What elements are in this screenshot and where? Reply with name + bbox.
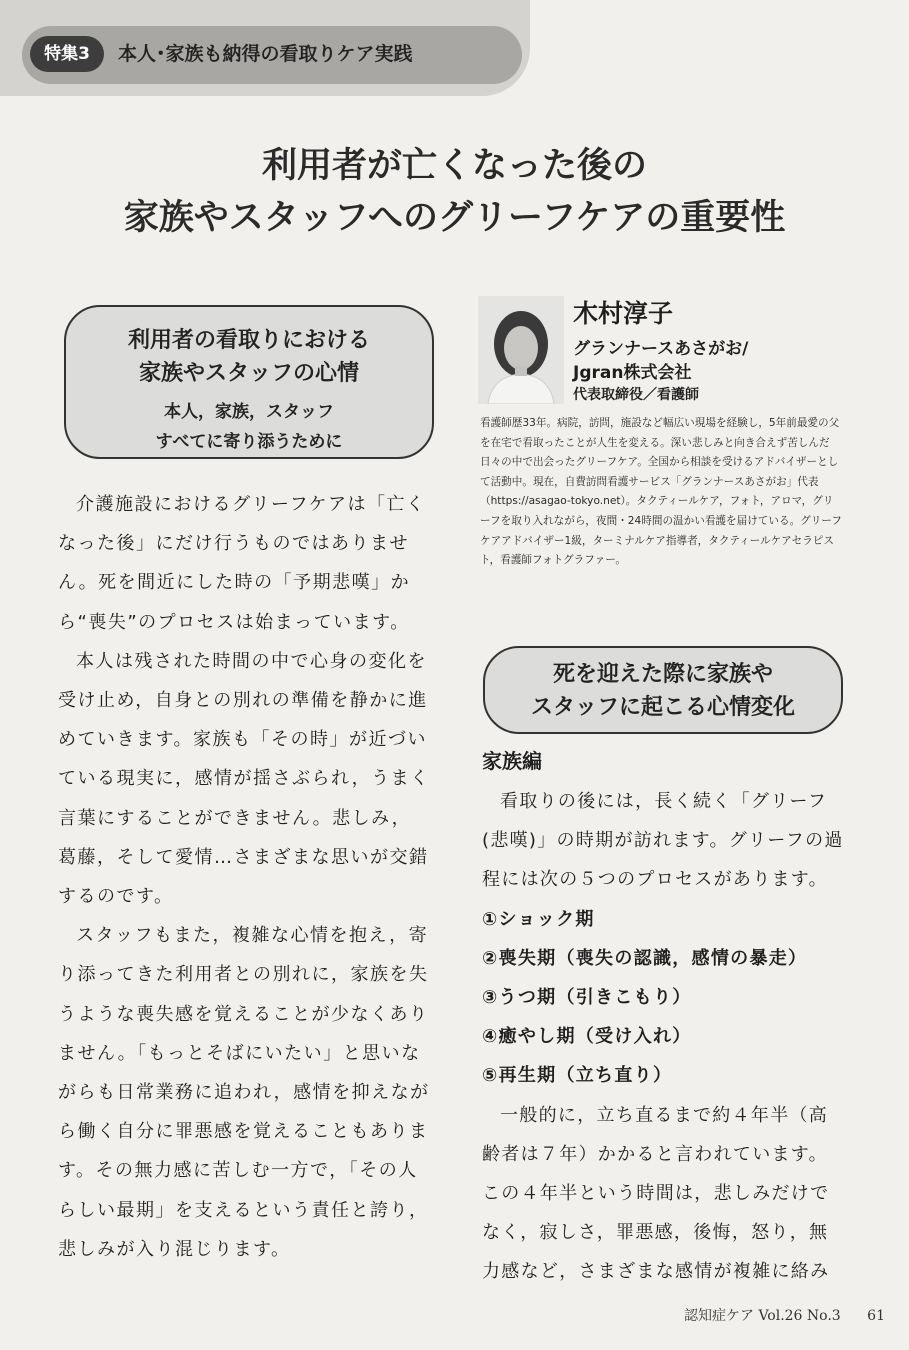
section-heading-line2: スタッフに起こる心情変化 — [530, 695, 795, 720]
author-name: 木村淳子 — [573, 299, 674, 328]
author-organization-2: Jgran株式会社 — [573, 363, 692, 383]
paragraph: 介護施設におけるグリーフケアは「亡くなった後」にだけ行うものではありません。死を間近にした時の「予期悲嘆」から“喪失”のプロセスは始まっています。 — [58, 494, 426, 633]
grief-step: ④癒やし期（受け入れ） — [482, 1026, 692, 1048]
article-title-line1: 利用者が亡くなった後の — [261, 146, 647, 186]
author-role: 代表取締役／看護師 — [573, 387, 699, 403]
paragraph: 看取りの後には，長く続く「グリーフ(悲嘆)」の時期が訪れます。グリーフの過程には次の５つのプロセスがあります。 — [482, 791, 844, 891]
magazine-name: 認知症ケア — [684, 1308, 755, 1324]
author-organization-1: グランナースあさがお/ — [573, 339, 749, 359]
author-bio: 看護師歴33年。病院，訪問，施設など幅広い現場を経験し，5年前最愛の父を在宅で看取ったことが人生を変える。深い悲しみと向き合えず苦しんだ日々の中で出会ったグリーフケア。全国から相談を受けるアドバイザーとして活動中。現在，自費訪問看護サービス「グランナースあさがお」代表（https://asagao-tokyo.net）。タクティールケア，フォト，アロマ，グリーフを取り入れながら，夜間・24時間の温かい看護を届けている。グリーフケアアドバイザー1級，ターミナルケア指導者，タクティールケアセラピスト，看護師フォトグラファー。 — [480, 417, 843, 567]
grief-step: ②喪失期（喪失の認識，感情の暴走） — [482, 947, 808, 969]
grief-step: ①ショック期 — [482, 908, 595, 930]
page-number: 61 — [867, 1308, 885, 1324]
grief-step: ③うつ期（引きこもり） — [482, 987, 692, 1009]
section-heading-line1: 利用者の看取りにおける — [127, 328, 370, 353]
paragraph: スタッフもまた，複雑な心情を抱え，寄り添ってきた利用者との別れに，家族を失うような喪失感を覚えることが少なくありません。「もっとそばにいたい」と思いながらも日常業務に追われ，感情を抑えながら働く自分に罪悪感を覚えることもあります。その無力感に苦しむ一方で，「その人らしい最期」を支えるという責任と誇り，悲しみが入り混じります。 — [58, 925, 430, 1260]
section-heading-line2: 家族やスタッフの心情 — [138, 361, 359, 386]
subsection-title: 家族編 — [482, 749, 542, 773]
article-title-line2: 家族やスタッフへのグリーフケアの重要性 — [123, 198, 786, 238]
section-subheading-line1: 本人，家族，スタッフ — [164, 402, 334, 422]
paragraph: 本人は残された時間の中で心身の変化を受け止め，自身との別れの準備を静かに進めていきます。家族も「その時」が近づいている現実に，感情が揺さぶられ，うまく言葉にすることができません。悲しみ，葛藤，そして愛情…さまざまな思いが交錯するのです。 — [58, 650, 430, 908]
right-column-body — [482, 782, 844, 1292]
grief-step: ⑤再生期（立ち直り） — [482, 1065, 673, 1087]
section-heading-box — [64, 305, 434, 459]
section-heading-box — [483, 646, 843, 734]
left-column-body — [58, 485, 430, 1269]
author-photo — [478, 296, 564, 404]
series-title: 本人･家族も納得の看取りケア実践 — [118, 43, 413, 65]
volume-number: Vol.26 No.3 — [758, 1308, 841, 1324]
feature-tag: 特集3 — [30, 36, 104, 72]
page-footer — [684, 1305, 885, 1325]
section-heading-line1: 死を迎えた際に家族や — [552, 662, 773, 687]
paragraph: 一般的に，立ち直るまで約４年半（高齢者は７年）かかると言われています。この４年半という時間は，悲しみだけでなく，寂しさ，罪悪感，後悔，怒り，無力感など，さまざまな感情が複雑に絡み — [482, 1104, 830, 1283]
section-subheading-line2: すべてに寄り添うために — [155, 432, 343, 452]
